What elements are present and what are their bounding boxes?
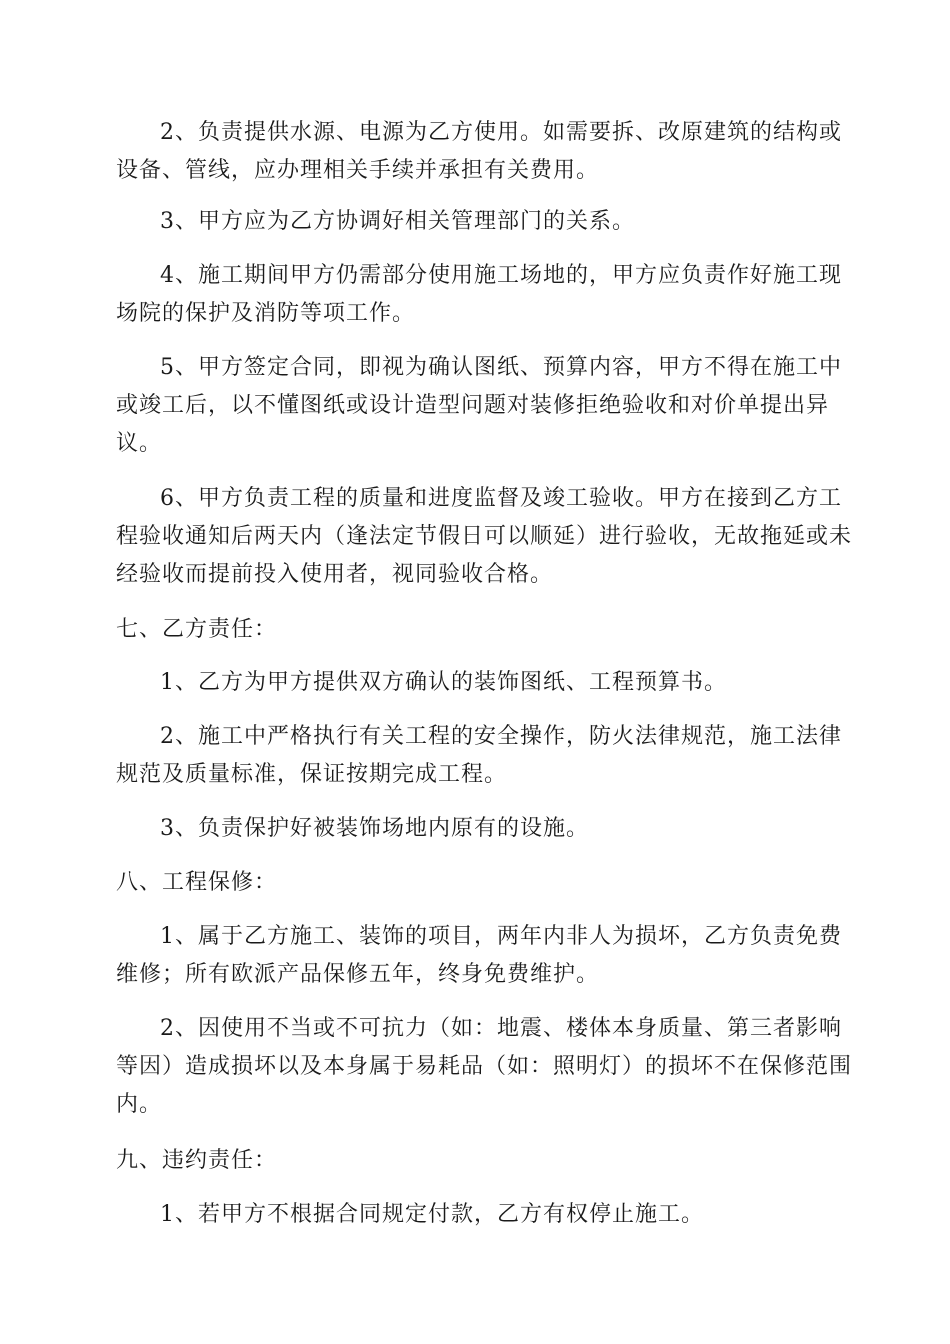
section-heading: 九、违约责任：	[116, 1148, 278, 1173]
section-heading: 七、乙方责任：	[116, 617, 278, 642]
section-heading-party-b	[116, 611, 836, 649]
text-line: 设备、管线，应办理相关手续并承担有关费用。	[116, 158, 600, 183]
text-line: 1、乙方为甲方提供双方确认的装饰图纸、工程预算书。	[160, 670, 727, 695]
clause-contract-confirmation	[116, 349, 842, 463]
clause-site-protection	[116, 257, 842, 333]
section-heading-breach	[116, 1142, 836, 1180]
clause-warranty-exclusions	[116, 1010, 853, 1124]
text-line: 议。	[116, 431, 163, 456]
text-line: 规范及质量标准，保证按期完成工程。	[116, 762, 508, 787]
section-heading: 八、工程保修：	[116, 870, 278, 895]
text-line: 维修；所有欧派产品保修五年，终身免费维护。	[116, 962, 600, 987]
clause-payment-default	[116, 1196, 836, 1234]
text-line: 6、甲方负责工程的质量和进度监督及竣工验收。甲方在接到乙方工	[160, 486, 842, 511]
text-line: 5、甲方签定合同，即视为确认图纸、预算内容，甲方不得在施工中	[160, 355, 842, 380]
text-line: 4、施工期间甲方仍需部分使用施工场地的，甲方应负责作好施工现	[160, 263, 842, 288]
section-heading-warranty	[116, 864, 836, 902]
text-line: 2、负责提供水源、电源为乙方使用。如需要拆、改原建筑的结构或	[160, 120, 842, 145]
text-line: 等因）造成损坏以及本身属于易耗品（如：照明灯）的损坏不在保修范围	[116, 1054, 853, 1079]
text-line: 3、甲方应为乙方协调好相关管理部门的关系。	[160, 209, 635, 234]
clause-safety-standards	[116, 718, 842, 794]
text-line: 2、因使用不当或不可抗力（如：地震、楼体本身质量、第三者影响	[160, 1016, 842, 1041]
clause-water-power-supply	[116, 114, 842, 190]
clause-coordinate-departments	[116, 203, 836, 241]
clause-warranty-period	[116, 918, 842, 994]
text-line: 程验收通知后两天内（逢法定节假日可以顺延）进行验收，无故拖延或未	[116, 524, 853, 549]
text-line: 2、施工中严格执行有关工程的安全操作，防火法律规范，施工法律	[160, 724, 842, 749]
clause-quality-acceptance	[116, 480, 853, 594]
text-line: 或竣工后，以不懂图纸或设计造型问题对装修拒绝验收和对价单提出异	[116, 393, 830, 418]
text-line: 场院的保护及消防等项工作。	[116, 301, 416, 326]
text-line: 内。	[116, 1092, 163, 1117]
clause-protect-facilities	[116, 810, 836, 848]
text-line: 经验收而提前投入使用者，视同验收合格。	[116, 562, 554, 587]
text-line: 1、若甲方不根据合同规定付款，乙方有权停止施工。	[160, 1202, 704, 1227]
clause-drawings-budget	[116, 664, 836, 702]
text-line: 3、负责保护好被装饰场地内原有的设施。	[160, 816, 589, 841]
text-line: 1、属于乙方施工、装饰的项目，两年内非人为损坏，乙方负责免费	[160, 924, 842, 949]
